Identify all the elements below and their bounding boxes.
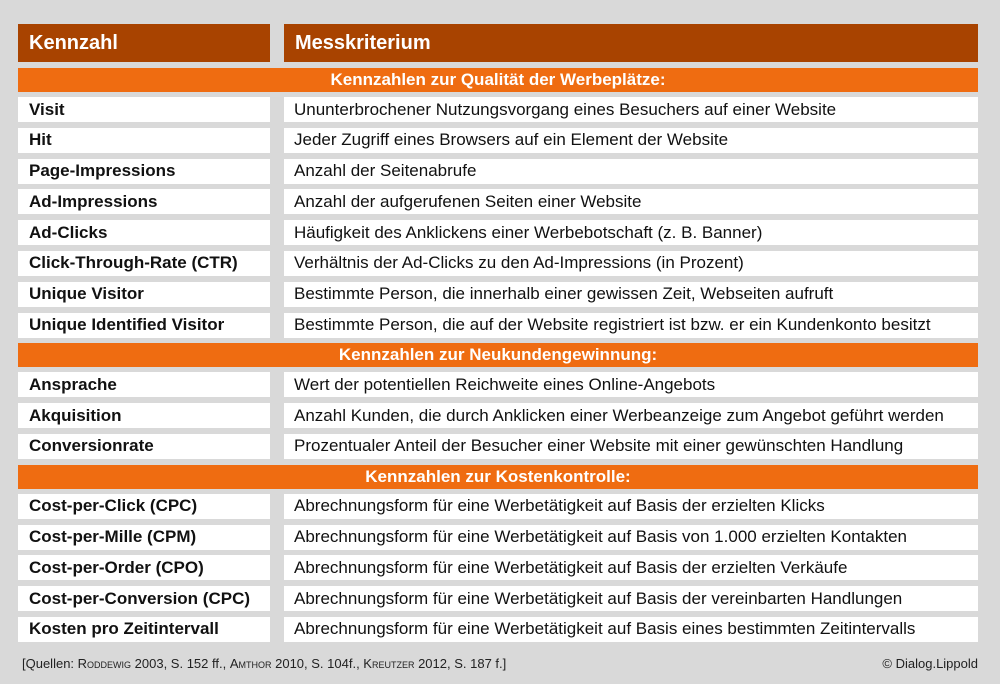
kpi-name: Click-Through-Rate (CTR) [18, 251, 270, 276]
table-row [18, 555, 978, 580]
kpi-name: Cost-per-Click (CPC) [18, 494, 270, 519]
sources-note [22, 656, 506, 671]
table-row [18, 617, 978, 642]
kpi-name: Unique Visitor [18, 282, 270, 307]
kpi-name: Ansprache [18, 372, 270, 397]
source-author: Roddewig [77, 656, 132, 671]
table-row [18, 525, 978, 550]
table-row [18, 494, 978, 519]
copyright: © Dialog.Lippold [882, 656, 978, 671]
table-row [18, 128, 978, 153]
kpi-description: Häufigkeit des Anklickens einer Werbebotschaft (z. B. Banner) [284, 220, 978, 245]
table-row [18, 251, 978, 276]
source-ref: 2012, S. 187 f.] [414, 656, 507, 671]
source-author: Amthor [229, 656, 272, 671]
kpi-name: Akquisition [18, 403, 270, 428]
table-row [18, 313, 978, 338]
kpi-name: Cost-per-Conversion (CPC) [18, 586, 270, 611]
table-row [18, 434, 978, 459]
kpi-name: Cost-per-Order (CPO) [18, 555, 270, 580]
kpi-description: Anzahl der Seitenabrufe [284, 159, 978, 184]
section-header: Kennzahlen zur Kostenkontrolle: [18, 465, 978, 489]
kpi-name: Visit [18, 97, 270, 122]
kpi-description: Bestimmte Person, die innerhalb einer gewissen Zeit, Webseiten aufruft [284, 282, 978, 307]
table-row [18, 159, 978, 184]
kpi-name: Page-Impressions [18, 159, 270, 184]
kpi-name: Ad-Impressions [18, 189, 270, 214]
kpi-description: Anzahl der aufgerufenen Seiten einer Website [284, 189, 978, 214]
kpi-name: Ad-Clicks [18, 220, 270, 245]
kpi-name: Kosten pro Zeitintervall [18, 617, 270, 642]
header-messkriterium: Messkriterium [284, 24, 978, 62]
kpi-description: Jeder Zugriff eines Browsers auf ein Element der Website [284, 128, 978, 153]
kpi-description: Wert der potentiellen Reichweite eines Online-Angebots [284, 372, 978, 397]
section-header: Kennzahlen zur Neukundengewinnung: [18, 343, 978, 367]
kpi-table [18, 68, 978, 648]
kpi-name: Hit [18, 128, 270, 153]
table-row [18, 372, 978, 397]
kpi-description: Prozentualer Anteil der Besucher einer Website mit einer gewünschten Handlung [284, 434, 978, 459]
table-row [18, 403, 978, 428]
source-ref: 2010, S. 104f., [271, 656, 364, 671]
source-ref: 2003, S. 152 ff., [131, 656, 230, 671]
kpi-description: Abrechnungsform für eine Werbetätigkeit auf Basis der erzielten Verkäufe [284, 555, 978, 580]
sources-prefix: [Quellen: [22, 656, 78, 671]
source-author: Kreutzer [363, 656, 415, 671]
kpi-description: Verhältnis der Ad-Clicks zu den Ad-Impressions (in Prozent) [284, 251, 978, 276]
table-row [18, 189, 978, 214]
table-row [18, 282, 978, 307]
kpi-description: Ununterbrochener Nutzungsvorgang eines Besuchers auf einer Website [284, 97, 978, 122]
kpi-description: Anzahl Kunden, die durch Anklicken einer Werbeanzeige zum Angebot geführt werden [284, 403, 978, 428]
kpi-description: Abrechnungsform für eine Werbetätigkeit auf Basis von 1.000 erzielten Kontakten [284, 525, 978, 550]
kpi-name: Unique Identified Visitor [18, 313, 270, 338]
kpi-name: Cost-per-Mille (CPM) [18, 525, 270, 550]
table-row [18, 586, 978, 611]
kpi-description: Abrechnungsform für eine Werbetätigkeit auf Basis eines bestimmten Zeitintervalls [284, 617, 978, 642]
table-row [18, 97, 978, 122]
header-kennzahl: Kennzahl [18, 24, 270, 62]
kpi-description: Abrechnungsform für eine Werbetätigkeit auf Basis der erzielten Klicks [284, 494, 978, 519]
kpi-name: Conversionrate [18, 434, 270, 459]
section-header: Kennzahlen zur Qualität der Werbeplätze: [18, 68, 978, 92]
table-row [18, 220, 978, 245]
kpi-description: Bestimmte Person, die auf der Website registriert ist bzw. er ein Kundenkonto besitzt [284, 313, 978, 338]
kpi-description: Abrechnungsform für eine Werbetätigkeit auf Basis der vereinbarten Handlungen [284, 586, 978, 611]
